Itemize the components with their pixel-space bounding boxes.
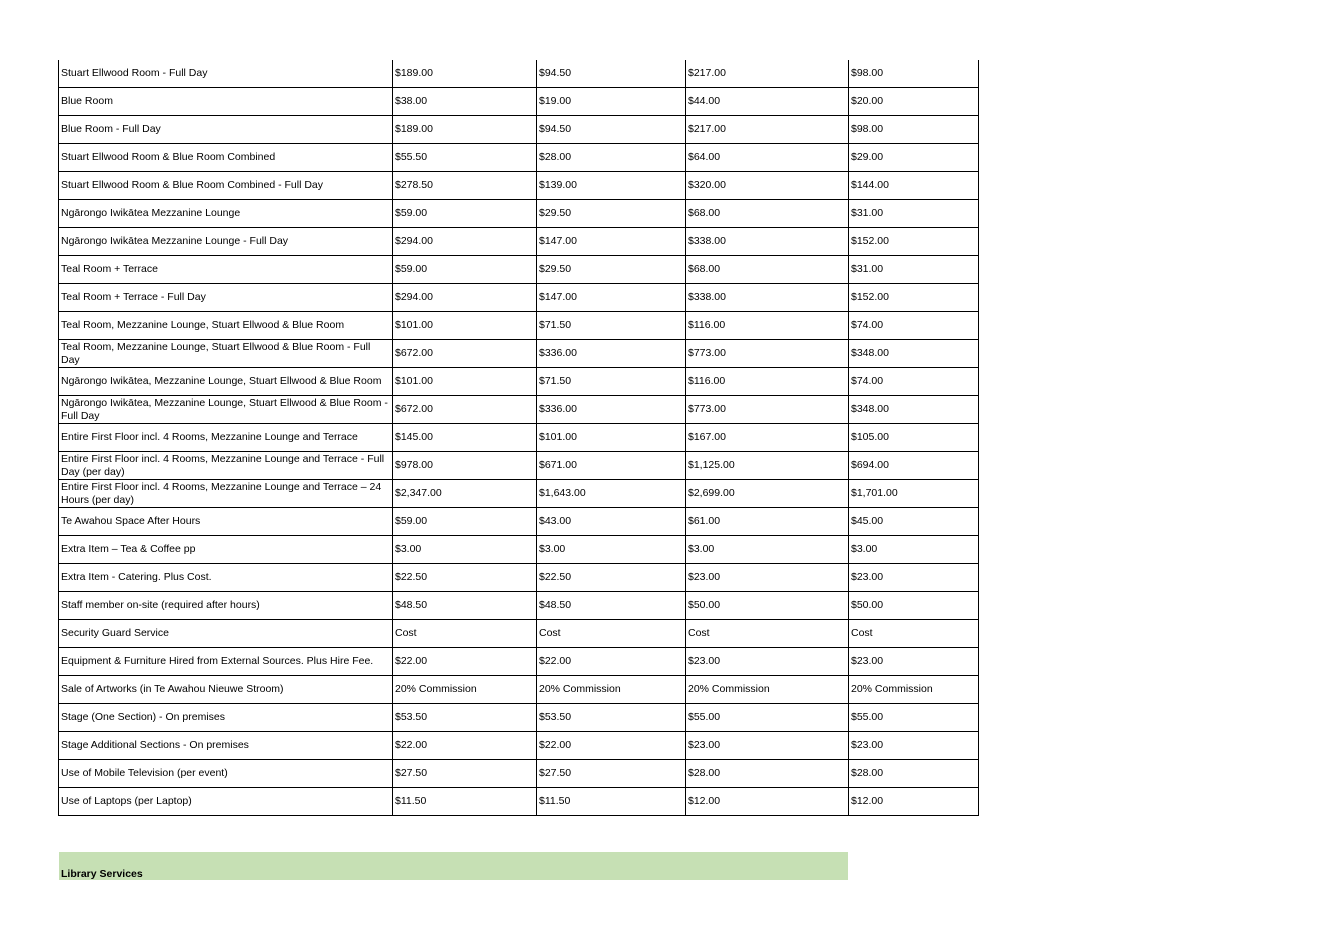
fee-cell: $38.00	[393, 88, 537, 116]
fee-cell: $64.00	[686, 144, 849, 172]
table-row	[59, 256, 979, 284]
item-description-cell: Ngārongo Iwikātea Mezzanine Lounge	[59, 200, 393, 228]
fee-cell: $59.00	[393, 256, 537, 284]
section-title: Library Services	[61, 868, 143, 880]
fee-cell: $28.00	[849, 760, 979, 788]
fee-cell: $152.00	[849, 228, 979, 256]
fee-cell: $101.00	[393, 312, 537, 340]
table-row	[59, 508, 979, 536]
fee-cell: $320.00	[686, 172, 849, 200]
item-description-cell: Equipment & Furniture Hired from External Sources. Plus Hire Fee.	[59, 648, 393, 676]
table-row	[59, 676, 979, 704]
item-description-cell: Entire First Floor incl. 4 Rooms, Mezzanine Lounge and Terrace - Full Day (per day)	[59, 452, 393, 480]
fee-cell: $71.50	[537, 368, 686, 396]
fee-cell: $2,347.00	[393, 480, 537, 508]
table-row	[59, 732, 979, 760]
fee-cell: Cost	[393, 620, 537, 648]
fee-cell: $50.00	[849, 592, 979, 620]
fee-cell: $23.00	[849, 732, 979, 760]
fee-cell: $672.00	[393, 396, 537, 424]
fee-cell: $22.00	[537, 648, 686, 676]
fee-cell: 20% Commission	[849, 676, 979, 704]
fee-cell: $23.00	[849, 648, 979, 676]
fee-cell: $348.00	[849, 340, 979, 368]
fee-cell: $22.50	[393, 564, 537, 592]
fee-cell: $98.00	[849, 60, 979, 88]
fee-cell: $43.00	[537, 508, 686, 536]
table-row	[59, 340, 979, 368]
fee-cell: $773.00	[686, 396, 849, 424]
item-description-cell: Entire First Floor incl. 4 Rooms, Mezzanine Lounge and Terrace	[59, 424, 393, 452]
table-row	[59, 564, 979, 592]
table-row	[59, 592, 979, 620]
table-row	[59, 144, 979, 172]
fee-cell: $278.50	[393, 172, 537, 200]
fee-cell: $12.00	[849, 788, 979, 816]
item-description-cell: Use of Laptops (per Laptop)	[59, 788, 393, 816]
fee-cell: $44.00	[686, 88, 849, 116]
fee-cell: $3.00	[686, 536, 849, 564]
fee-cell: $348.00	[849, 396, 979, 424]
fee-cell: Cost	[849, 620, 979, 648]
fee-cell: $3.00	[537, 536, 686, 564]
fee-cell: $23.00	[849, 564, 979, 592]
fee-cell: $11.50	[537, 788, 686, 816]
fee-cell: $48.50	[393, 592, 537, 620]
fee-cell: $19.00	[537, 88, 686, 116]
table-row	[59, 620, 979, 648]
fee-cell: $55.50	[393, 144, 537, 172]
fee-cell: $94.50	[537, 60, 686, 88]
fee-cell: $53.50	[537, 704, 686, 732]
fee-cell: $55.00	[686, 704, 849, 732]
fee-cell: $338.00	[686, 284, 849, 312]
fee-cell: $27.50	[393, 760, 537, 788]
fee-cell: $167.00	[686, 424, 849, 452]
fee-cell: $29.50	[537, 256, 686, 284]
table-row	[59, 88, 979, 116]
table-row	[59, 368, 979, 396]
item-description-cell: Teal Room + Terrace - Full Day	[59, 284, 393, 312]
fee-cell: $94.50	[537, 116, 686, 144]
fee-cell: $74.00	[849, 312, 979, 340]
fees-table	[58, 60, 979, 816]
fee-cell: $101.00	[393, 368, 537, 396]
item-description-cell: Blue Room	[59, 88, 393, 116]
item-description-cell: Stuart Ellwood Room - Full Day	[59, 60, 393, 88]
fee-cell: $189.00	[393, 60, 537, 88]
item-description-cell: Entire First Floor incl. 4 Rooms, Mezzanine Lounge and Terrace – 24 Hours (per day)	[59, 480, 393, 508]
fee-cell: $31.00	[849, 200, 979, 228]
fee-cell: $28.00	[537, 144, 686, 172]
fee-cell: $217.00	[686, 116, 849, 144]
fee-cell: $139.00	[537, 172, 686, 200]
fee-cell: $336.00	[537, 340, 686, 368]
fee-cell: $68.00	[686, 256, 849, 284]
item-description-cell: Ngārongo Iwikātea Mezzanine Lounge - Full Day	[59, 228, 393, 256]
fee-cell: $294.00	[393, 228, 537, 256]
fee-cell: $74.00	[849, 368, 979, 396]
fee-cell: $59.00	[393, 200, 537, 228]
table-row	[59, 172, 979, 200]
fee-cell: $1,643.00	[537, 480, 686, 508]
fee-cell: $105.00	[849, 424, 979, 452]
fee-cell: $147.00	[537, 284, 686, 312]
item-description-cell: Teal Room + Terrace	[59, 256, 393, 284]
item-description-cell: Ngārongo Iwikātea, Mezzanine Lounge, Stuart Ellwood & Blue Room	[59, 368, 393, 396]
fee-cell: 20% Commission	[393, 676, 537, 704]
item-description-cell: Security Guard Service	[59, 620, 393, 648]
fee-cell: $68.00	[686, 200, 849, 228]
table-row	[59, 116, 979, 144]
fee-cell: $22.00	[393, 732, 537, 760]
fee-cell: $23.00	[686, 564, 849, 592]
fee-cell: $116.00	[686, 312, 849, 340]
item-description-cell: Sale of Artworks (in Te Awahou Nieuwe Stroom)	[59, 676, 393, 704]
library-services-section-header	[59, 852, 848, 880]
fee-cell: $23.00	[686, 732, 849, 760]
item-description-cell: Te Awahou Space After Hours	[59, 508, 393, 536]
table-row	[59, 312, 979, 340]
fee-cell: $1,701.00	[849, 480, 979, 508]
item-description-cell: Stage (One Section) - On premises	[59, 704, 393, 732]
table-row	[59, 396, 979, 424]
item-description-cell: Stuart Ellwood Room & Blue Room Combined	[59, 144, 393, 172]
fee-cell: $22.50	[537, 564, 686, 592]
fee-cell: $144.00	[849, 172, 979, 200]
fee-cell: $672.00	[393, 340, 537, 368]
item-description-cell: Teal Room, Mezzanine Lounge, Stuart Ellwood & Blue Room - Full Day	[59, 340, 393, 368]
table-row	[59, 788, 979, 816]
table-row	[59, 536, 979, 564]
fee-cell: $55.00	[849, 704, 979, 732]
item-description-cell: Stage Additional Sections - On premises	[59, 732, 393, 760]
fee-cell: $694.00	[849, 452, 979, 480]
fee-cell: $2,699.00	[686, 480, 849, 508]
fee-cell: $336.00	[537, 396, 686, 424]
fee-cell: Cost	[537, 620, 686, 648]
item-description-cell: Ngārongo Iwikātea, Mezzanine Lounge, Stuart Ellwood & Blue Room - Full Day	[59, 396, 393, 424]
item-description-cell: Teal Room, Mezzanine Lounge, Stuart Ellwood & Blue Room	[59, 312, 393, 340]
table-row	[59, 704, 979, 732]
fee-cell: $71.50	[537, 312, 686, 340]
fee-cell: $145.00	[393, 424, 537, 452]
fee-cell: $978.00	[393, 452, 537, 480]
table-row	[59, 760, 979, 788]
item-description-cell: Use of Mobile Television (per event)	[59, 760, 393, 788]
fee-cell: Cost	[686, 620, 849, 648]
item-description-cell: Extra Item – Tea & Coffee pp	[59, 536, 393, 564]
fee-cell: $22.00	[393, 648, 537, 676]
fee-cell: $116.00	[686, 368, 849, 396]
fee-cell: $3.00	[393, 536, 537, 564]
fee-cell: $189.00	[393, 116, 537, 144]
table-row	[59, 200, 979, 228]
fee-cell: 20% Commission	[537, 676, 686, 704]
fee-cell: $671.00	[537, 452, 686, 480]
table-row	[59, 228, 979, 256]
fee-cell: $50.00	[686, 592, 849, 620]
table-row	[59, 424, 979, 452]
item-description-cell: Extra Item - Catering. Plus Cost.	[59, 564, 393, 592]
fee-cell: $27.50	[537, 760, 686, 788]
fee-cell: $45.00	[849, 508, 979, 536]
fee-cell: $294.00	[393, 284, 537, 312]
item-description-cell: Staff member on-site (required after hours)	[59, 592, 393, 620]
table-row	[59, 648, 979, 676]
fee-cell: $11.50	[393, 788, 537, 816]
table-row	[59, 60, 979, 88]
fee-cell: $53.50	[393, 704, 537, 732]
fee-cell: $217.00	[686, 60, 849, 88]
fee-cell: $29.50	[537, 200, 686, 228]
fee-cell: $101.00	[537, 424, 686, 452]
fee-cell: $31.00	[849, 256, 979, 284]
fee-cell: $3.00	[849, 536, 979, 564]
fee-cell: $12.00	[686, 788, 849, 816]
fee-cell: $59.00	[393, 508, 537, 536]
fee-cell: $22.00	[537, 732, 686, 760]
fee-cell: $1,125.00	[686, 452, 849, 480]
fee-cell: $338.00	[686, 228, 849, 256]
fees-table-body	[59, 60, 979, 816]
item-description-cell: Stuart Ellwood Room & Blue Room Combined - Full Day	[59, 172, 393, 200]
fee-cell: $773.00	[686, 340, 849, 368]
fee-cell: $48.50	[537, 592, 686, 620]
fee-cell: $98.00	[849, 116, 979, 144]
fee-cell: $147.00	[537, 228, 686, 256]
fee-cell: $23.00	[686, 648, 849, 676]
fee-cell: $29.00	[849, 144, 979, 172]
item-description-cell: Blue Room - Full Day	[59, 116, 393, 144]
fee-cell: 20% Commission	[686, 676, 849, 704]
table-row	[59, 480, 979, 508]
fee-cell: $20.00	[849, 88, 979, 116]
fee-cell: $28.00	[686, 760, 849, 788]
fee-cell: $61.00	[686, 508, 849, 536]
fee-cell: $152.00	[849, 284, 979, 312]
table-row	[59, 452, 979, 480]
table-row	[59, 284, 979, 312]
